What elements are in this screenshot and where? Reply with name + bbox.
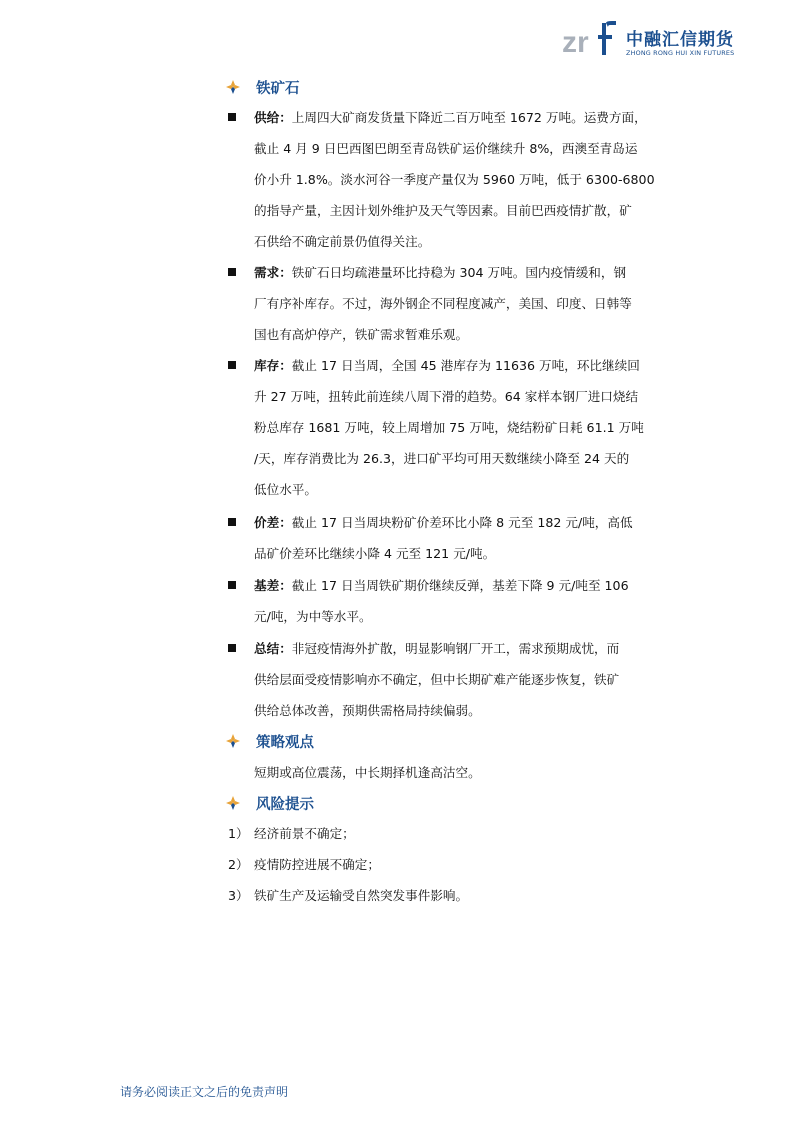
text-line: 铁矿石日均疏港量环比持稳为 304 万吨。国内疫情缓和，钢	[291, 265, 627, 280]
zrf-logo-icon	[562, 19, 618, 59]
risk-item-text: 疫情防控进展不确定；	[254, 857, 380, 872]
section-heading-risk	[226, 793, 314, 813]
paragraph-summary	[254, 633, 674, 726]
square-bullet-icon	[228, 518, 236, 526]
text-line: 非冠疫情海外扩散，明显影响钢厂开工，需求预期成忧，而	[291, 641, 620, 656]
text-line: 截止 4 月 9 日巴西图巴朗至青岛铁矿运价继续升 8%，西澳至青岛运	[254, 141, 638, 156]
svg-text:zr: zr	[562, 26, 589, 59]
footer-disclaimer: 请务必阅读正文之后的免责声明	[120, 1085, 289, 1099]
section-title: 策略观点	[256, 734, 314, 751]
square-bullet-icon	[228, 268, 236, 276]
company-logo	[562, 19, 772, 61]
paragraph-spread	[254, 507, 674, 569]
diamond-arrow-icon	[226, 734, 240, 748]
text-line: 截止 17 日当周铁矿期价继续反弹，基差下降 9 元/吨至 106	[291, 578, 629, 593]
text-line: 短期或高位震荡，中长期择机逢高沽空。	[254, 765, 481, 780]
section-heading-iron-ore	[226, 77, 300, 97]
text-line: 供给总体改善，预期供需格局持续偏弱。	[254, 703, 481, 718]
text-line: 低位水平。	[254, 482, 317, 497]
label-supply: 供给：	[254, 110, 292, 125]
label-basis: 基差：	[254, 578, 292, 593]
section-heading-strategy	[226, 731, 314, 751]
risk-item-number: 2）	[228, 857, 249, 872]
risk-item-number: 3）	[228, 888, 249, 903]
section-title: 风险提示	[256, 796, 314, 813]
risk-item-text: 经济前景不确定；	[254, 826, 355, 841]
square-bullet-icon	[228, 361, 236, 369]
paragraph-demand	[254, 257, 674, 350]
paragraph-basis	[254, 570, 674, 632]
square-bullet-icon	[228, 581, 236, 589]
diamond-arrow-icon	[226, 80, 240, 94]
logo-english-name: ZHONG RONG HUI XIN FUTURES	[626, 49, 735, 57]
paragraph-strategy	[254, 757, 674, 788]
risk-item-number: 1）	[228, 826, 249, 841]
section-title: 铁矿石	[256, 80, 300, 97]
text-line: 品矿价差环比继续小降 4 元至 121 元/吨。	[254, 546, 496, 561]
text-line: 厂有序补库存。不过，海外钢企不同程度减产，美国、印度、日韩等	[254, 296, 632, 311]
text-line: 的指导产量，主因计划外维护及天气等因素。目前巴西疫情扩散，矿	[254, 203, 632, 218]
text-line: 国也有高炉停产，铁矿需求暂难乐观。	[254, 327, 469, 342]
text-line: 价小升 1.8%。淡水河谷一季度产量仅为 5960 万吨，低于 6300-6800	[254, 172, 655, 187]
square-bullet-icon	[228, 113, 236, 121]
paragraph-supply	[254, 102, 674, 257]
square-bullet-icon	[228, 644, 236, 652]
text-line: 供给层面受疫情影响亦不确定，但中长期矿难产能逐步恢复，铁矿	[254, 672, 620, 687]
text-line: 上周四大矿商发货量下降近二百万吨至 1672 万吨。运费方面，	[291, 110, 647, 125]
text-line: /天，库存消费比为 26.3，进口矿平均可用天数继续小降至 24 天的	[254, 451, 630, 466]
label-inventory: 库存：	[254, 358, 292, 373]
text-line: 截止 17 日当周，全国 45 港库存为 11636 万吨，环比继续回	[291, 358, 640, 373]
risk-item	[228, 886, 468, 906]
text-line: 石供给不确定前景仍值得关注。	[254, 234, 431, 249]
text-line: 截止 17 日当周块粉矿价差环比小降 8 元至 182 元/吨，高低	[291, 515, 633, 530]
text-line: 粉总库存 1681 万吨，较上周增加 75 万吨，烧结粉矿日耗 61.1 万吨	[254, 420, 644, 435]
diamond-arrow-icon	[226, 796, 240, 810]
label-spread: 价差：	[254, 515, 292, 530]
label-summary: 总结：	[254, 641, 292, 656]
paragraph-inventory	[254, 350, 674, 505]
text-line: 元/吨，为中等水平。	[254, 609, 372, 624]
text-line: 升 27 万吨，扭转此前连续八周下滑的趋势。64 家样本钢厂进口烧结	[254, 389, 639, 404]
risk-item	[228, 855, 380, 875]
risk-item-text: 铁矿生产及运输受自然突发事件影响。	[254, 888, 469, 903]
risk-item	[228, 824, 355, 844]
logo-chinese-name: 中融汇信期货	[626, 30, 734, 50]
label-demand: 需求：	[254, 265, 292, 280]
